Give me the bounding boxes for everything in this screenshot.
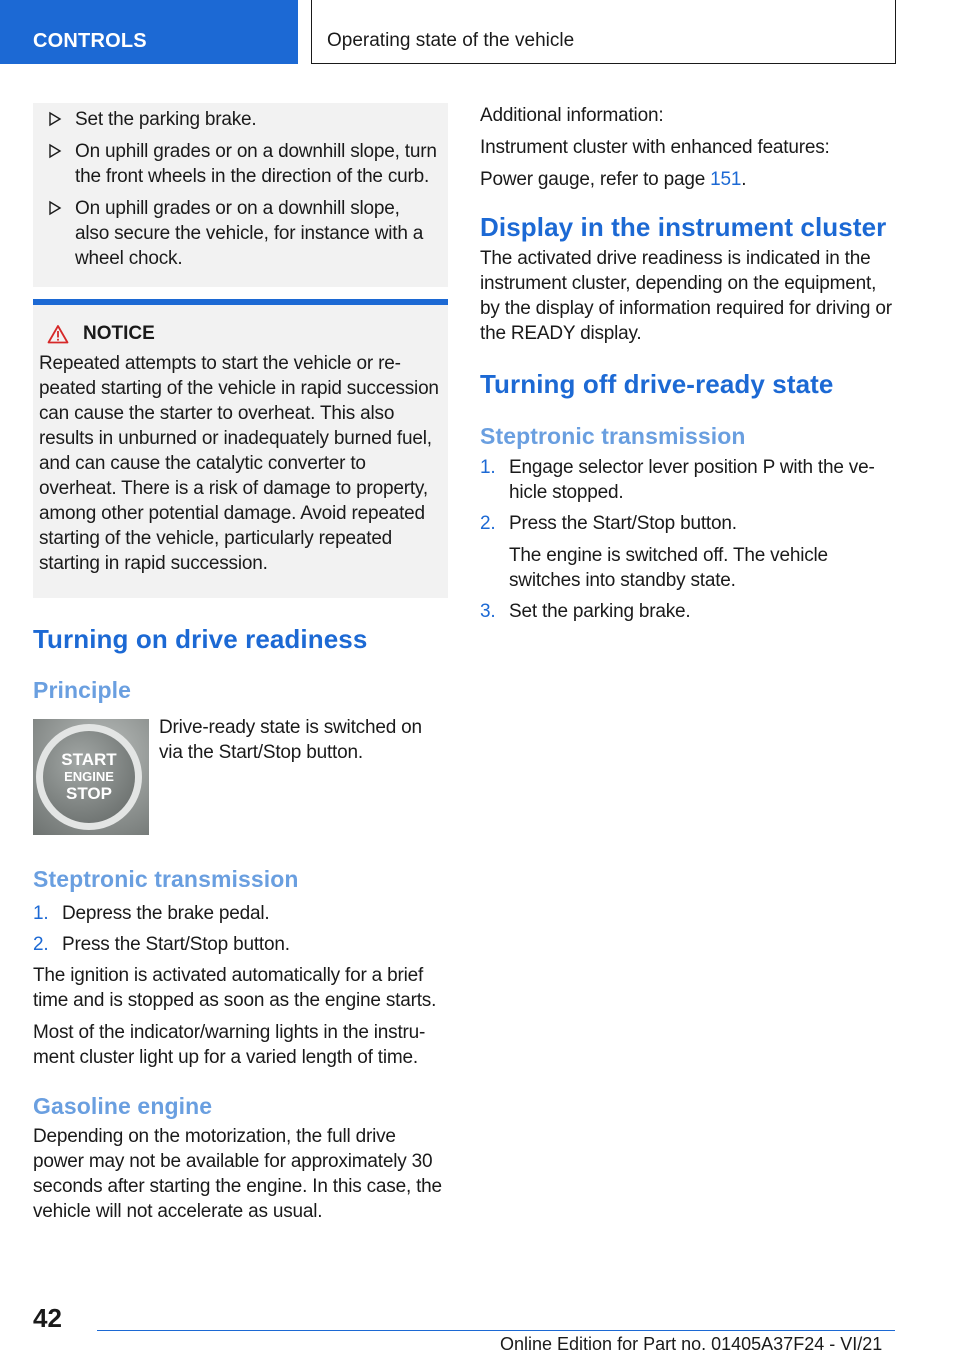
paragraph-gasoline: Depending on the motorization, the full drive power may not be available for approximately 30 seconds after starting the engine. In this case, the vehicle will not accelerate as usual. bbox=[33, 1126, 442, 1222]
page-number: 42 bbox=[33, 1303, 62, 1333]
heading-display-instrument-cluster: Display in the instrument cluster bbox=[480, 212, 887, 242]
paragraph-indicator-lights: Most of the indicator/warning lights in the instrument cluster light up for a varied length of time. bbox=[33, 1022, 426, 1068]
step-text: Engage selector lever position P with the vehicle stopped. bbox=[509, 457, 875, 503]
step-item bbox=[480, 511, 900, 593]
notice-header bbox=[39, 323, 442, 345]
bullet-text: Set the parking brake. bbox=[75, 109, 257, 130]
notice-title: NOTICE bbox=[83, 323, 155, 344]
header-chapter-box bbox=[311, 0, 896, 64]
step-text: Set the parking brake. bbox=[509, 601, 691, 622]
power-gauge-text: Power gauge, refer to page bbox=[480, 169, 711, 190]
step-text: Press the Start/Stop button. bbox=[509, 513, 737, 534]
heading-turning-on-drive-readiness: Turning on drive readiness bbox=[33, 624, 368, 654]
footer-edition: Online Edition for Part no. 01405A37F24 - VI/21 bbox=[500, 1334, 883, 1354]
numbered-steps-on bbox=[33, 901, 448, 957]
step-text: Press the Start/Stop button. bbox=[62, 934, 290, 955]
bullet-text: On uphill grades or on a downhill slope, turn the front wheels in the direction of the curb. bbox=[75, 141, 437, 187]
paragraph-ignition: The ignition is activated automatically for a brief time and is stopped as soon as the engine starts. bbox=[33, 965, 437, 1011]
step-number: 1. bbox=[33, 903, 49, 924]
principle-text: Drive-ready state is switched on via the Start/Stop button. bbox=[159, 717, 422, 763]
step-item bbox=[480, 455, 900, 505]
heading-steptronic-off: Steptronic transmission bbox=[480, 423, 746, 449]
bullet-item bbox=[40, 107, 438, 132]
heading-gasoline-engine: Gasoline engine bbox=[33, 1093, 213, 1119]
button-label-stop: STOP bbox=[66, 784, 112, 803]
button-label-engine: ENGINE bbox=[64, 769, 114, 784]
heading-steptronic-on: Steptronic transmission bbox=[33, 866, 299, 892]
principle-block bbox=[33, 719, 448, 835]
page-link-151[interactable]: 151 bbox=[710, 169, 742, 190]
step-number: 2. bbox=[33, 934, 49, 955]
cluster-info: Instrument cluster with enhanced features: bbox=[480, 137, 830, 158]
triangle-bullet-icon bbox=[48, 111, 62, 127]
notice-body: Repeated attempts to start the vehicle or repeated starting of the vehicle in rapid succession can cause the starter to overheat. This also results in unburned or inadequately burned fuel, and can cause the catalytic converter to overheat. There is a risk of damage to property, among other potential damage. Avoid repeated starting of the vehicle, particularly repeated starting in rapid succession. bbox=[39, 353, 439, 574]
bullet-box bbox=[33, 103, 448, 287]
bullet-item bbox=[40, 196, 438, 271]
button-label-start: START bbox=[61, 750, 117, 769]
triangle-bullet-icon bbox=[48, 200, 62, 216]
step-number: 2. bbox=[480, 513, 496, 534]
step-number: 1. bbox=[480, 457, 496, 478]
power-gauge-suffix: . bbox=[741, 169, 747, 190]
bullet-text: On uphill grades or on a downhill slope, also secure the vehicle, for instance with a wheel chock. bbox=[75, 198, 424, 269]
step-item bbox=[480, 599, 900, 624]
paragraph-display: The activated drive readiness is indicated in the instrument cluster, depending on the equipment, by the display of information required for driving or the READY display. bbox=[480, 248, 892, 344]
numbered-steps-off bbox=[480, 455, 900, 624]
header-chapter-title: Operating state of the vehicle bbox=[327, 30, 575, 51]
heading-turning-off-drive-ready: Turning off drive-ready state bbox=[480, 369, 834, 399]
header-section-tab bbox=[0, 0, 298, 64]
step-text: Depress the brake pedal. bbox=[62, 903, 270, 924]
right-column bbox=[480, 103, 900, 630]
step-item bbox=[33, 901, 448, 926]
heading-principle: Principle bbox=[33, 677, 132, 703]
bullet-item bbox=[40, 139, 438, 189]
step-number: 3. bbox=[480, 601, 496, 622]
additional-info: Additional information: bbox=[480, 105, 664, 126]
start-stop-button-image bbox=[33, 719, 149, 835]
step-subtext: The engine is switched off. The vehicle switches into standby state. bbox=[509, 545, 828, 591]
warning-triangle-icon bbox=[47, 324, 69, 344]
power-gauge-reference bbox=[480, 167, 900, 192]
footer-divider bbox=[97, 1330, 895, 1331]
step-item bbox=[33, 932, 448, 957]
start-engine-stop-icon bbox=[33, 719, 149, 835]
triangle-bullet-icon bbox=[48, 143, 62, 159]
notice-box bbox=[33, 299, 448, 598]
left-column bbox=[33, 103, 448, 1224]
header-section-title: CONTROLS bbox=[33, 30, 147, 52]
